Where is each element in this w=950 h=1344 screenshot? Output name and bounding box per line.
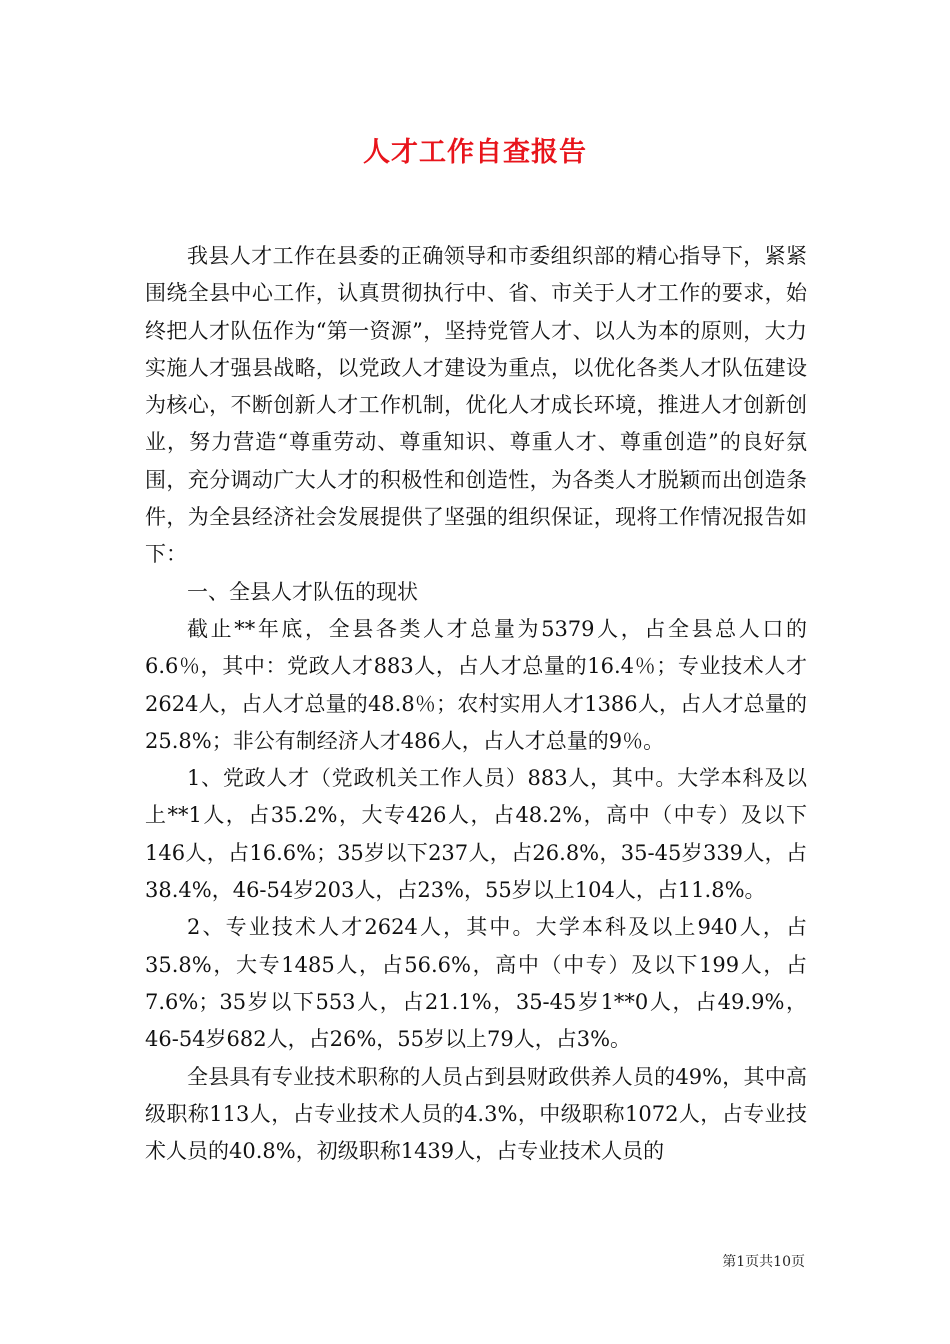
document-title: 人才工作自查报告 [363, 137, 587, 168]
document-body [145, 238, 807, 1170]
page-footer: 第1页共10页 [722, 1254, 805, 1270]
section-heading: 一、全县人才队伍的现状 [187, 579, 418, 604]
professional-title-paragraph: 全县具有专业技术职称的人员占到县财政供养人员的49%，其中高级职称113人，占专业技术人员的4.3%，中级职称1072人，占专业技术人员的40.8%，初级职称1439人，占专业技术人员的 [145, 1064, 807, 1164]
party-talent-paragraph: 1、党政人才（党政机关工作人员）883人，其中。大学本科及以上**1人，占35.2%，大专426人，占48.2%，高中（中专）及以下146人，占16.6%；35岁以下237人，占26.8%，35-45岁339人，占38.4%，46-54岁203人，占23%，55岁以上104人，占11.8%。 [145, 766, 807, 903]
technical-talent-paragraph: 2、专业技术人才2624人，其中。大学本科及以上940人，占35.8%，大专1485人，占56.6%，高中（中专）及以下199人，占7.6%；35岁以下553人，占21.1%，35-45岁1**0人，占49.9%，46-54岁682人，占26%，55岁以上79人，占3%。 [145, 915, 807, 1052]
summary-paragraph: 截止**年底，全县各类人才总量为5379人，占全县总人口的6.6％，其中：党政人才883人，占人才总量的16.4％；专业技术人才2624人，占人才总量的48.8％；农村实用人才1386人，占人才总量的25.8%；非公有制经济人才486人，占人才总量的9％。 [145, 616, 807, 753]
intro-paragraph: 我县人才工作在县委的正确领导和市委组织部的精心指导下，紧紧围绕全县中心工作，认真贯彻执行中、省、市关于人才工作的要求，始终把人才队伍作为“第一资源”，坚持党管人才、以人为本的原则，大力实施人才强县战略，以党政人才建设为重点，以优化各类人才队伍建设为核心，不断创新人才工作机制，优化人才成长环境，推进人才创新创业，努力营造“尊重劳动、尊重知识、尊重人才、尊重创造”的良好氛围，充分调动广大人才的积极性和创造性，为各类人才脱颖而出创造条件，为全县经济社会发展提供了坚强的组织保证，现将工作情况报告如下： [145, 244, 807, 567]
